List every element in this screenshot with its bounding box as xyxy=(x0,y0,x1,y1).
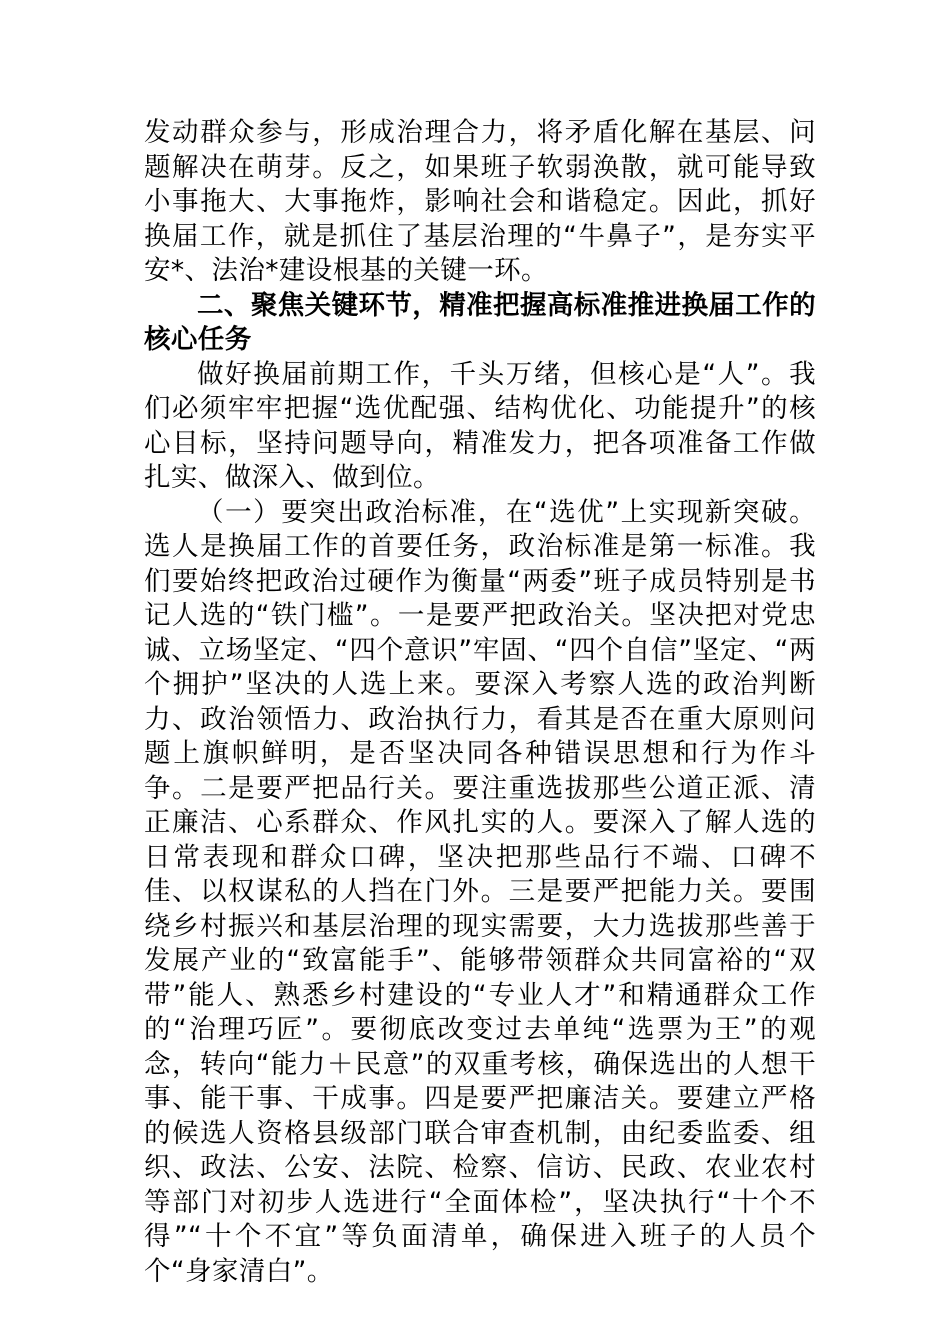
section-heading: 二、聚焦关键环节，精准把握高标准推进换届工作的核心任务 xyxy=(144,289,816,355)
document-page xyxy=(144,116,816,1289)
body-paragraph-continued: 发动群众参与，形成治理合力，将矛盾化解在基层、问题解决在萌芽。反之，如果班子软弱涣散，就可能导致小事拖大、大事拖炸，影响社会和谐稳定。因此，抓好换届工作，就是抓住了基层治理的“牛鼻子”，是夯实平安*、法治*建设根基的关键一环。 xyxy=(144,117,816,286)
body-paragraph: （一）要突出政治标准，在“选优”上实现新突破。选人是换届工作的首要任务，政治标准是第一标准。我们要始终把政治过硬作为衡量“两委”班子成员特别是书记人选的“铁门槛”。一是要严把政治关。坚决把对党忠诚、立场坚定、“四个意识”牢固、“四个自信”坚定、“两个拥护”坚决的人选上来。要深入考察人选的政治判断力、政治领悟力、政治执行力，看其是否在重大原则问题上旗帜鲜明，是否坚决同各种错误思想和行为作斗争。二是要严把品行关。要注重选拔那些公道正派、清正廉洁、心系群众、作风扎实的人。要深入了解人选的日常表现和群众口碑，坚决把那些品行不端、口碑不佳、以权谋私的人挡在门外。三是要严把能力关。要围绕乡村振兴和基层治理的现实需要，大力选拔那些善于发展产业的“致富能手”、能够带领群众共同富裕的“双带”能人、熟悉乡村建设的“专业人才”和精通群众工作的“治理巧匠”。要彻底改变过去单纯“选票为王”的观念，转向“能力＋民意”的双重考核，确保选出的人想干事、能干事、干成事。四是要严把廉洁关。要建立严格的候选人资格县级部门联合审查机制，由纪委监委、组织、政法、公安、法院、检察、信访、民政、农业农村等部门对初步人选进行“全面体检”，坚决执行“十个不得”“十个不宜”等负面清单，确保进入班子的人员个个“身家清白”。 xyxy=(144,496,816,1287)
body-paragraph: 做好换届前期工作，千头万绪，但核心是“人”。我们必须牢牢把握“选优配强、结构优化、功能提升”的核心目标，坚持问题导向，精准发力，把各项准备工作做扎实、做深入、做到位。 xyxy=(144,358,816,493)
